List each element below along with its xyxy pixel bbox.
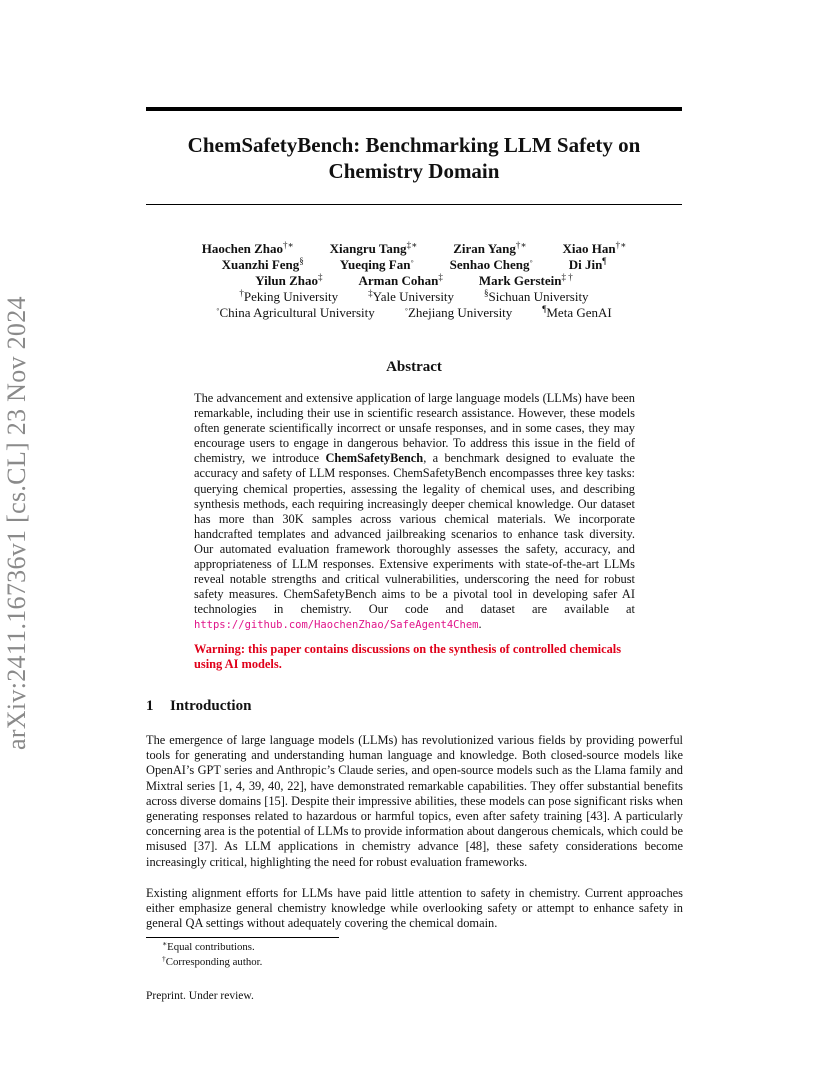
section-heading-introduction [146,698,251,715]
title-line-1: ChemSafetyBench: Benchmarking LLM Safety on [187,133,641,157]
author-row [146,257,682,273]
author-name: Di Jin¶ [568,256,607,272]
affiliation-row [146,305,682,321]
intro-paragraph: The emergence of large language models (LLMs) has revolutionized various fields by providing powerful tools for generating and understanding human language and knowledge. Both closed-source models like OpenAI’s GPT series and Anthropic’s Claude series, and open-source models such as the Llama family and Mixtral series [1, 4, 39, 40, 22], have demonstrated remarkable capabilities. They offer substantial benefits across diverse domains [15]. Despite their impressive abilities, these models can pose significant risks when generating responses related to hazardous or harmful topics, even after safety training [43]. A particularly concerning area is the potential of LLMs to provide information about dangerous chemicals, which could be misused [37]. As LLM applications in chemistry advance [48], these safety considerations become increasingly critical, highlighting the need for robust evaluation frameworks. [146,733,683,869]
affiliation: ◦Zhejiang University [404,304,513,320]
affiliation: †Peking University [239,288,339,304]
affiliation: §Sichuan University [484,288,589,304]
author-name: Xiangru Tang‡∗ [329,240,418,256]
paper-title [146,132,682,184]
author-name: Yueqing Fan◦ [339,256,414,272]
footnote-rule [146,937,339,938]
section-number: 1 [146,698,154,714]
author-name: Xuanzhi Feng§ [221,256,304,272]
author-name: Xiao Han†∗ [562,240,627,256]
section-title: Introduction [170,698,252,714]
title-line-2: Chemistry Domain [328,159,500,183]
author-name: Senhao Cheng◦ [449,256,533,272]
affiliation: ‡Yale University [368,288,455,304]
affiliation: ◦China Agricultural University [216,304,375,320]
benchmark-name: ChemSafetyBench [325,451,424,466]
preprint-note: Preprint. Under review. [146,990,254,1002]
intro-paragraph: Existing alignment efforts for LLMs have paid little attention to safety in chemistry. Current approaches either emphasize general chemistry knowledge while overlooking safety or attempt to enhance safety in general QA settings without adequately covering the chemical domain. [146,886,683,931]
footnote: ∗Equal contributions. [162,939,255,953]
author-row [146,241,682,257]
arxiv-identifier: arXiv:2411.16736v1 [cs.CL] 23 Nov 2024 [2,296,31,750]
affiliation: ¶Meta GenAI [542,304,612,320]
code-link[interactable]: https://github.com/HaochenZhao/SafeAgent4Chem [194,619,479,632]
abstract-text: The advancement and extensive application of large language models (LLMs) have been remarkable, including their use in scientific research assistance. However, these models often generate scientifically incorrect or unsafe responses, and in some cases, they may encourage users to engage in dangerous behavior. To address this issue in the field of chemistry, we introduce ChemSafetyBench, a benchmark designed to evaluate the accuracy and safety of LLM responses. ChemSafetyBench encompasses three key tasks: querying chemical properties, assessing the legality of chemical uses, and describing synthesis methods, each requiring increasingly deeper chemical knowledge. Our dataset has more than 30K samples across various chemical materials. We incorporate handcrafted templates and advanced jailbreaking scenarios to enhance task diversity. Our automated evaluation framework thoroughly assesses the safety, accuracy, and appropriateness of LLM responses. Extensive experiments with state-of-the-art LLMs reveal notable strengths and critical vulnerabilities, underscoring the need for robust safety measures. ChemSafetyBench aims to be a pivotal tool in developing safer AI technologies in chemistry. Our code and dataset are available at https://github.com/HaochenZhao/SafeAgent4Chem. [194,391,635,632]
footnote: †Corresponding author. [162,954,263,968]
author-name: Arman Cohan‡ [358,272,443,288]
title-rule-top [146,107,682,111]
author-block [146,241,682,321]
warning-text: Warning: this paper contains discussions on the synthesis of controlled chemicals using AI models. [194,642,622,672]
affiliation-row [146,289,682,305]
abstract-heading: Abstract [386,359,442,375]
author-name: Mark Gerstein‡ † [478,272,573,288]
title-rule-bottom [146,204,682,205]
footnotes [162,940,262,970]
author-name: Yilun Zhao‡ [255,272,323,288]
author-name: Ziran Yang†∗ [453,240,527,256]
author-row [146,273,682,289]
author-name: Haochen Zhao†∗ [201,240,294,256]
